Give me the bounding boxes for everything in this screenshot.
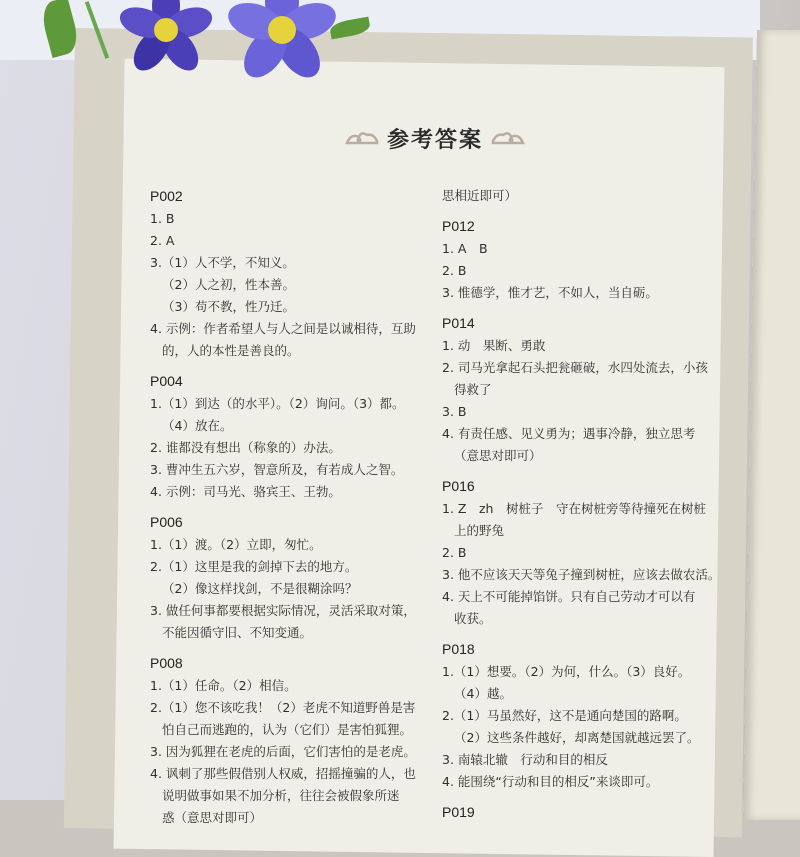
answer-item: 1.（1）到达（的水平）。（2）询问。（3）都。 [150,396,405,411]
answer-continuation: （2）像这样找剑，不是很糊涂吗？ [162,581,358,596]
answer-continuation: 不能因循守旧、不知变通。 [162,625,313,640]
answer-continuation: 惑（意思对即可） [162,810,263,825]
answer-continuation: 上的野兔 [454,523,505,538]
answer-continuation: （4）越。 [454,686,512,701]
answer-continuation: （2）人之初，性本善。 [162,277,295,292]
answer-item: 2. B [442,263,467,278]
answer-item: 4. 能围绕“行动和目的相反”来谈即可。 [442,774,659,789]
answer-item: 3. 做任何事都要根据实际情况，灵活采取对策， [150,603,416,618]
answer-item: 1. B [150,211,175,226]
answer-continuation: （意思对即可） [454,448,542,463]
answer-item: 3. 南辕北辙 行动和目的相反 [442,752,608,767]
answer-item: 1. A B [442,241,488,256]
answer-item: 3. 因为狐狸在老虎的后面，它们害怕的是老虎。 [150,744,416,759]
section-heading: P004 [150,373,183,389]
section-heading: P019 [442,804,475,820]
flower-icon [108,0,228,105]
cloud-ornament-right-icon [491,129,525,147]
answer-continuation: （3）苟不教，性乃迁。 [162,299,295,314]
answer-item: 2.（1）马虽然好，这不是通向楚国的路啊。 [442,708,687,723]
answer-continuation: 得救了 [454,382,492,397]
answer-item: 2. 司马光拿起石头把瓮砸破，水四处流去，小孩 [442,360,708,375]
answers-right-column [442,185,742,824]
answer-item: 4. 讽刺了那些假借别人权威，招摇撞骗的人，也 [150,766,416,781]
answer-item: 4. 示例：作者希望人与人之间是以诚相待，互助 [150,321,416,336]
answer-item: 4. 天上不可能掉馅饼。只有自己劳动才可以有 [442,589,696,604]
answer-item: 3.（1）人不学，不知义。 [150,255,295,270]
answers-left-column [150,185,440,829]
section-heading: P006 [150,514,183,530]
answer-item: 1.（1）任命。（2）相信。 [150,678,297,693]
answer-item: 1. Z zh 树桩子 守在树桩旁等待撞死在树桩 [442,501,706,516]
section-heading: P002 [150,188,183,204]
answer-item: 2. 谁都没有想出（称象的）办法。 [150,440,341,455]
answer-item: 1.（1）渡。（2）立即，匆忙。 [150,537,322,552]
answer-item: 3. 曹冲生五六岁，智意所及，有若成人之智。 [150,462,404,477]
cloud-ornament-left-icon [345,129,379,147]
answer-continuation: 怕自己而逃跑的，认为（它们）是害怕狐狸。 [162,722,413,737]
answer-item: 3. 惟德学，惟才艺，不如人，当自砺。 [442,285,658,300]
answer-item: 3. 他不应该天天等兔子撞到树桩，应该去做农活。 [442,567,721,582]
section-heading: P014 [442,315,475,331]
answer-continuation: （2）这些条件越好，却离楚国就越远罢了。 [454,730,700,745]
answer-item: 1. 动 果断、勇敢 [442,338,546,353]
answer-item: 4. 示例：司马光、骆宾王、王勃。 [150,484,341,499]
answer-item: 4. 有责任感、见义勇为；遇事冷静，独立思考 [442,426,696,441]
answer-item: 2. A [150,233,175,248]
section-heading: P018 [442,641,475,657]
answer-item: 2.（1）这里是我的剑掉下去的地方。 [150,559,358,574]
answer-continuation: 的，人的本性是善良的。 [162,343,300,358]
answer-item: 1.（1）想要。（2）为何，什么。（3）良好。 [442,664,691,679]
section-heading: P012 [442,218,475,234]
answer-continuation: 收获。 [454,611,492,626]
answer-item: 3. B [442,404,467,419]
page-title: 参考答案 [386,126,483,153]
answer-continuation: 说明做事如果不加分析，往往会被假象所迷 [162,788,400,803]
answer-item: 思相近即可） [442,188,518,203]
answer-item: 2.（1）您不该吃我！（2）老虎不知道野兽是害 [150,700,416,715]
answer-item: 2. B [442,545,467,560]
section-heading: P008 [150,655,183,671]
section-heading: P016 [442,478,475,494]
flower-icon [222,0,362,105]
answer-continuation: （4）放在。 [162,418,233,433]
title-banner [340,118,530,158]
